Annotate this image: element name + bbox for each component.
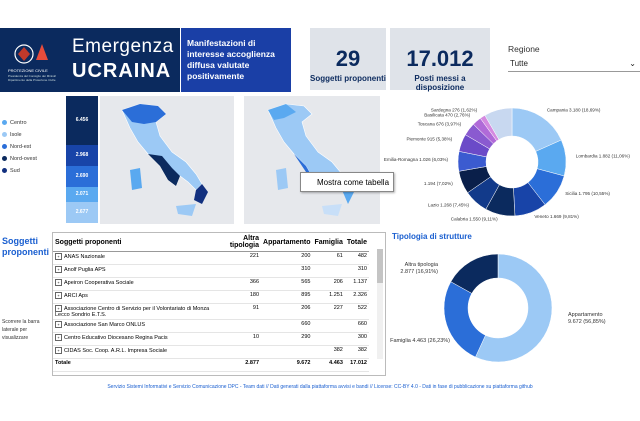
donut-value-label: 2.877 (16,91%) [400, 269, 438, 275]
expand-icon[interactable]: + [55, 347, 62, 354]
row-value: 366 [215, 278, 261, 291]
row-label: + ANAS Nazionale [53, 252, 215, 265]
row-value: 221 [215, 252, 261, 265]
italy-map-region[interactable] [244, 96, 380, 224]
donut-label: Sicilia 1.795 (10,55%) [565, 191, 610, 197]
scrollbar-thumb[interactable] [377, 249, 383, 283]
row-value: 660 [345, 320, 369, 333]
bar-segment[interactable]: 2.968 [66, 145, 98, 167]
bar-segment[interactable]: 6.456 [66, 96, 98, 145]
svg-text:Dipartimento della Protezione: Dipartimento della Protezione Civile [8, 78, 56, 82]
row-label: + Anolf Puglia APS [53, 265, 215, 278]
row-value: 61 [312, 252, 344, 265]
row-value: 1.251 [312, 291, 344, 304]
row-value: 200 [261, 252, 312, 265]
donut-label: Calabria 1.550 (9,11%) [450, 216, 498, 222]
bar-segment[interactable]: 2.677 [66, 202, 98, 222]
row-value: 895 [261, 291, 312, 304]
row-value: 290 [261, 333, 312, 346]
row-value [261, 346, 312, 359]
row-value: 2.326 [345, 291, 369, 304]
row-value: 660 [261, 320, 312, 333]
donut-label: Sardegna 276 (1,62%) [430, 107, 478, 113]
kpi-card-posti [390, 28, 490, 90]
donut-value-label: 9.672 (56,85%) [568, 319, 606, 325]
expand-icon[interactable]: + [55, 279, 62, 286]
donut-label: 1.194 (7,02%) [423, 180, 453, 186]
row-value: 310 [345, 265, 369, 278]
side-title: Soggetti proponenti [2, 236, 49, 257]
donut-label: Altra tipologia [404, 262, 438, 268]
row-value: 310 [261, 265, 312, 278]
table-header-row [53, 233, 369, 252]
expand-icon[interactable]: + [55, 292, 62, 299]
donut-label: Basilicata 470 (2,76%) [424, 112, 471, 118]
row-value: 522 [345, 304, 369, 320]
table-row[interactable] [53, 304, 369, 320]
row-value [312, 320, 344, 333]
kpi-value: 17.012 [406, 46, 474, 71]
row-label: + Apeiron Cooperativa Sociale [53, 278, 215, 291]
col-header[interactable]: Appartamento [261, 233, 312, 252]
row-value: 206 [312, 278, 344, 291]
page-subtitle: Manifestazioni di interesse accoglienza diffusa valutate positivamente [181, 28, 291, 92]
legend-item: Nord-ovest [2, 156, 37, 162]
svg-text:Presidenza del Consiglio dei M: Presidenza del Consiglio dei Ministri [8, 74, 57, 78]
col-header[interactable]: Soggetti proponenti [53, 233, 215, 252]
donut-label: Appartamento [568, 312, 603, 318]
table-row[interactable] [53, 320, 369, 333]
expand-icon[interactable]: + [55, 321, 62, 328]
donut-label: Veneto 1.669 (9,81%) [534, 214, 579, 220]
col-header[interactable]: Altra tipologia [215, 233, 261, 252]
row-value: 227 [312, 304, 344, 320]
tipologia-donut-chart [388, 244, 638, 380]
donut-label: Emilia-Romagna 1.026 (6,03%) [384, 157, 449, 163]
area-stacked-bar [66, 96, 98, 224]
row-label: + Associazione Centro di Servizio per il Volontariato di Monza Lecco Sondrio E.T.S. [53, 304, 215, 320]
footer-credits: Servizio Sistemi Informativi e Servizio Comunicazione DPC - Team dati // Dati generati dalla piattaforma avvisi e bandi // License: CC-BY 4.0 - Dati in fase di pubblicazione su piattaforma github [107, 384, 533, 390]
row-value: 180 [215, 291, 261, 304]
expand-icon[interactable]: + [55, 334, 62, 341]
regione-selected-value: Tutte [510, 59, 528, 68]
row-value: 1.137 [345, 278, 369, 291]
row-value [215, 320, 261, 333]
table-scrollbar[interactable] [377, 249, 383, 359]
regione-filter-label: Regione [508, 44, 540, 54]
row-value: 206 [261, 304, 312, 320]
show-as-table-menu-item[interactable]: Mostra come tabella [300, 172, 394, 192]
kpi-label: Soggetti proponenti [310, 74, 386, 83]
total-cell: 4.463 [312, 359, 344, 372]
expand-icon[interactable]: + [55, 266, 62, 273]
donut-label: Lazio 1.268 (7,45%) [427, 202, 470, 208]
legend-item: Nord-est [2, 144, 31, 150]
tipologia-title: Tipologia di strutture [392, 232, 472, 241]
row-value: 382 [345, 346, 369, 359]
col-header[interactable]: Famiglia [312, 233, 344, 252]
row-value: 382 [312, 346, 344, 359]
kpi-value: 29 [335, 46, 361, 71]
legend-item: Sud [2, 168, 20, 174]
protezione-civile-logo [6, 38, 66, 82]
row-label: + ARCI Aps [53, 291, 215, 304]
expand-icon[interactable]: + [55, 305, 62, 312]
total-cell: 9.672 [261, 359, 312, 372]
row-label: + CIDAS Soc. Coop. A.R.L. Impresa Sociale [53, 346, 215, 359]
kpi-card-soggetti [310, 28, 386, 90]
table-row[interactable] [53, 265, 369, 278]
kpi-label: Posti messi a disposizione [414, 74, 466, 92]
table-row[interactable] [53, 278, 369, 291]
donut-label: Lombardia 1.882 (11,06%) [575, 153, 630, 159]
page-title-line2: UCRAINA [72, 60, 172, 82]
table-row[interactable] [53, 346, 369, 359]
row-value: 565 [261, 278, 312, 291]
proponenti-table [52, 232, 386, 376]
legend-item: Centro [2, 120, 27, 126]
chevron-down-icon: ⌄ [629, 59, 636, 68]
page-title-line1: Emergenza [72, 36, 174, 57]
donut-label: Toscana 676 (3,97%) [417, 121, 462, 127]
italy-map-area[interactable] [100, 96, 234, 224]
table-row[interactable] [53, 252, 369, 265]
row-value: 482 [345, 252, 369, 265]
total-cell: 2.877 [215, 359, 261, 372]
table-row[interactable] [53, 291, 369, 304]
row-value [215, 346, 261, 359]
row-value [312, 265, 344, 278]
table-total-row [53, 359, 369, 372]
row-value: 300 [345, 333, 369, 346]
row-value [215, 265, 261, 278]
row-label: + Associazione San Marco ONLUS [53, 320, 215, 333]
donut-slice[interactable] [444, 282, 485, 357]
donut-label: Piemonte 915 (5,38%) [406, 136, 453, 142]
bar-segment[interactable]: 2.690 [66, 166, 98, 186]
row-value: 91 [215, 304, 261, 320]
total-label: Totale [53, 359, 215, 372]
row-value [312, 333, 344, 346]
donut-label: Campania 3.180 (18,69%) [546, 107, 601, 113]
col-header[interactable]: Totale [345, 233, 369, 252]
donut-label: Famiglia 4.463 (26,23%) [390, 338, 450, 344]
header-banner [0, 28, 180, 92]
expand-icon[interactable]: + [55, 253, 62, 260]
total-cell: 17.012 [345, 359, 369, 372]
region-donut-chart [384, 96, 640, 226]
legend-item: Isole [2, 132, 22, 138]
table-row[interactable] [53, 333, 369, 346]
row-label: + Centro Educativo Diocesano Regina Pacis [53, 333, 215, 346]
svg-text:PROTEZIONE CIVILE: PROTEZIONE CIVILE [8, 68, 48, 73]
row-value: 10 [215, 333, 261, 346]
scroll-hint: Scorrere la barra laterale per visualizzare [2, 319, 40, 341]
bar-segment[interactable]: 2.071 [66, 187, 98, 202]
regione-dropdown[interactable] [508, 56, 640, 72]
